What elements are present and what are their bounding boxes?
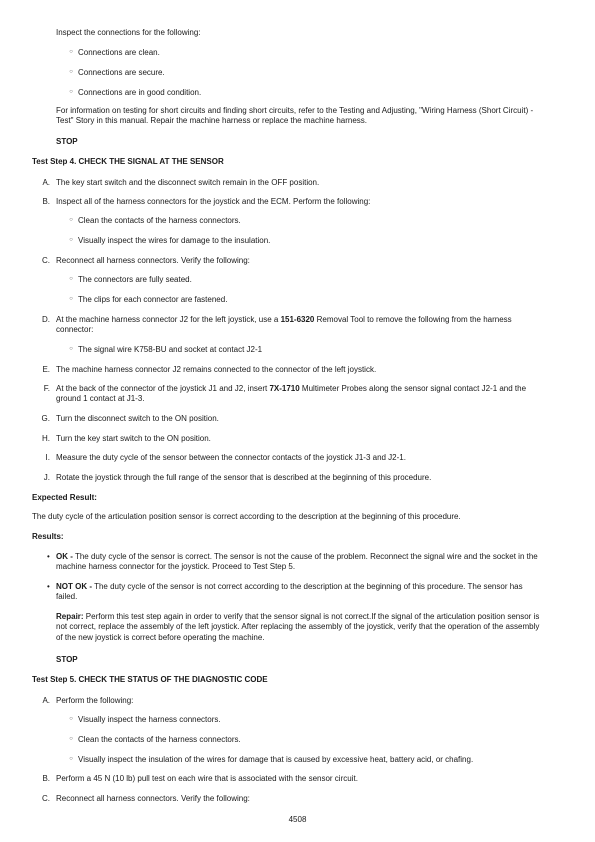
not-ok-label: NOT OK - (56, 582, 92, 591)
list-item: The clips for each connector are fastened. (78, 295, 228, 304)
step-letter: I. (45, 453, 50, 462)
list-item: Visually inspect the insulation of the wires for damage that is caused by excessive heat, battery acid, or chafing. (78, 755, 474, 764)
step-letter: A. (42, 696, 50, 705)
stop-label: STOP (56, 137, 78, 146)
step-letter: F. (43, 384, 50, 393)
repair-text: Perform this test step again in order to verify that the sensor signal is not correct.If the signal of the articulation position sensor is not correct, replace the assembly of the left joystick. After replacing the assembly of the joystick, verify that the operation of the assembly of the new joystick is correct before operating the machine. (56, 612, 540, 642)
not-ok-text: The duty cycle of the sensor is not correct according to the description at the beginning of this procedure. The sensor has failed. (56, 582, 523, 602)
ok-label: OK - (56, 552, 73, 561)
list-item: Clean the contacts of the harness connectors. (78, 216, 241, 225)
result-ok (56, 552, 546, 573)
step-letter: D. (42, 315, 50, 324)
repair-label: Repair: (56, 612, 84, 621)
expected-result-label: Expected Result: (32, 493, 97, 502)
list-item: Connections are clean. (78, 48, 160, 57)
step-5-heading: Test Step 5. CHECK THE STATUS OF THE DIAGNOSTIC CODE (32, 675, 268, 684)
list-item: The connectors are fully seated. (78, 275, 192, 284)
step-text (56, 315, 546, 336)
bullet-icon: ○ (69, 217, 73, 223)
step-text-part: At the machine harness connector J2 for the left joystick, use a (56, 315, 281, 324)
bullet-icon: ○ (69, 716, 73, 722)
ok-text: The duty cycle of the sensor is correct. The sensor is not the cause of the problem. Reconnect the signal wire and the socket in the machine harness connector for the joystick. Proceed to Test Step 5. (56, 552, 538, 572)
step-letter: C. (42, 794, 50, 803)
step-text: Turn the disconnect switch to the ON position. (56, 414, 219, 423)
step-text: Rotate the joystick through the full range of the sensor that is described at the beginning of this procedure. (56, 473, 432, 482)
step-text (56, 384, 546, 405)
step-letter: B. (42, 197, 50, 206)
step-text-part: At the back of the connector of the joystick J1 and J2, insert (56, 384, 270, 393)
step-letter: A. (42, 178, 50, 187)
step-text: Perform a 45 N (10 lb) pull test on each wire that is associated with the sensor circuit. (56, 774, 358, 783)
list-item: Connections are in good condition. (78, 88, 202, 97)
bullet-icon: ○ (69, 237, 73, 243)
bullet-icon: • (47, 552, 50, 561)
step-text-part: Multimeter Probes along the sensor signal contact J2-1 and the ground 1 contact at J1-3. (56, 384, 527, 404)
part-number: 151-6320 (280, 315, 315, 324)
bullet-icon: ○ (69, 89, 73, 95)
list-item: Clean the contacts of the harness connectors. (78, 735, 241, 744)
step-4-heading: Test Step 4. CHECK THE SIGNAL AT THE SENSOR (32, 157, 224, 166)
bullet-icon: ○ (69, 276, 73, 282)
step-text: Reconnect all harness connectors. Verify the following: (56, 794, 250, 803)
bullet-icon: ○ (69, 736, 73, 742)
result-not-ok (56, 582, 546, 603)
repair-note (56, 612, 546, 643)
page-number: 4508 (288, 815, 307, 824)
expected-result-text: The duty cycle of the articulation position sensor is correct according to the description at the beginning of this procedure. (32, 512, 461, 521)
bullet-icon: ○ (69, 296, 73, 302)
step-letter: J. (43, 473, 50, 482)
list-item: Connections are secure. (78, 68, 165, 77)
results-label: Results: (32, 532, 64, 541)
list-item: The signal wire K758-BU and socket at contact J2-1 (78, 345, 263, 354)
step-letter: C. (42, 256, 50, 265)
step-letter: H. (42, 434, 50, 443)
list-item: Visually inspect the harness connectors. (78, 715, 221, 724)
intro-note: For information on testing for short circuits and finding short circuits, refer to the Testing and Adjusting, "Wiring Harness (Short Circuit) - Test" Story in this manual. Repair the machine harness or replace the machine harness. (56, 106, 534, 126)
bullet-icon: ○ (69, 49, 73, 55)
list-item: Visually inspect the wires for damage to the insulation. (78, 236, 271, 245)
step-text: Turn the key start switch to the ON position. (56, 434, 211, 443)
intro-lead: Inspect the connections for the following: (56, 28, 201, 37)
stop-label: STOP (56, 655, 78, 664)
step-text-part: Removal Tool to remove the following from the harness connector: (56, 315, 512, 335)
bullet-icon: ○ (69, 756, 73, 762)
bullet-icon: ○ (69, 69, 73, 75)
step-text: Measure the duty cycle of the sensor between the connector contacts of the joystick J1-3 and J2-1. (56, 453, 406, 462)
step-letter: G. (41, 414, 50, 423)
bullet-icon: ○ (69, 346, 73, 352)
part-number: 7X-1710 (269, 384, 300, 393)
step-text: The machine harness connector J2 remains connected to the connector of the left joystick. (56, 365, 377, 374)
step-text: The key start switch and the disconnect switch remain in the OFF position. (56, 178, 320, 187)
step-letter: E. (42, 365, 50, 374)
step-letter: B. (42, 774, 50, 783)
step-text: Inspect all of the harness connectors for the joystick and the ECM. Perform the following: (56, 197, 371, 206)
step-text: Reconnect all harness connectors. Verify the following: (56, 256, 250, 265)
bullet-icon: • (47, 582, 50, 591)
step-text: Perform the following: (56, 696, 134, 705)
